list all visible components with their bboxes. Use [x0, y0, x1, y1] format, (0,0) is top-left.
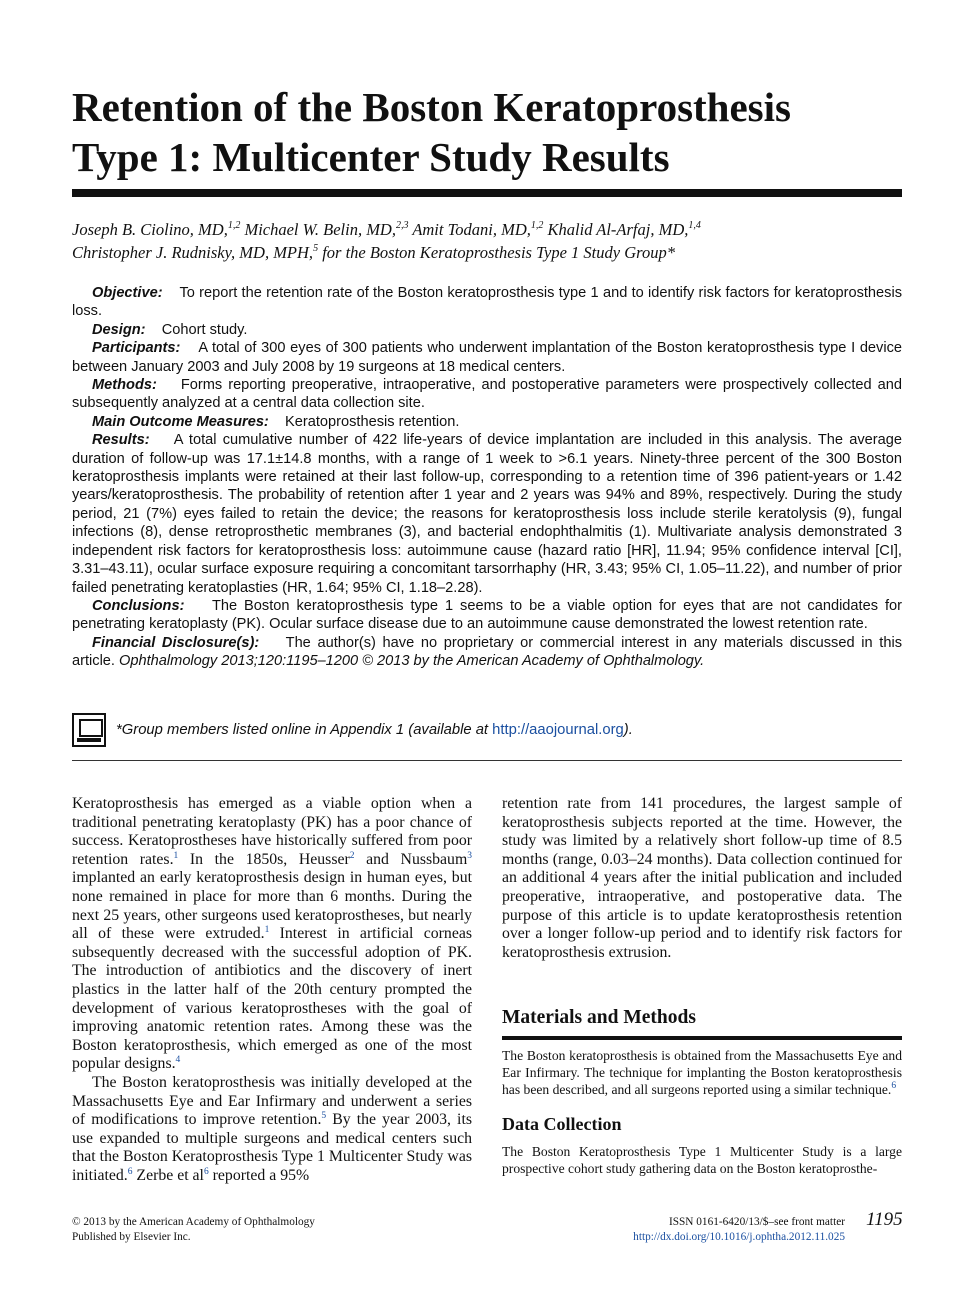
author-affiliation: 5 — [313, 243, 319, 254]
intro-paragraph-2: The Boston keratoprosthesis was initially developed at the Massachusetts Eye and Ear Infirmary and underwent a series of modifications to improve retention.$^5$ By the year 2003, its use expanded to multiple surgeons and medical centers such that the Boston Keratoprosthesis Type 1 Multicenter Study was initiated.$^6$ Zerbe et $al^6$ reported a 95% — [72, 1073, 472, 1184]
abstract-label: Results: — [92, 432, 150, 449]
abstract-label: Objective: — [92, 285, 163, 301]
author-affiliation: 2,3 — [395, 220, 409, 231]
abstract-label: Participants: — [92, 340, 181, 357]
reference-link[interactable]: 6 — [891, 1081, 897, 1092]
reference-link[interactable]: 5 — [321, 1111, 327, 1122]
reference-link[interactable]: 1 — [173, 850, 179, 861]
title-line-1: Retention of the Boston Keratoprosthesis — [72, 84, 791, 130]
section-heading-rule — [502, 1036, 902, 1040]
reference-link[interactable]: 3 — [467, 850, 472, 861]
author-name: Amit Todani, MD, — [412, 220, 531, 239]
abstract-outcome — [72, 413, 902, 431]
online-supplement-note — [72, 713, 902, 751]
abstract — [72, 284, 902, 671]
copyright-line: © 2013 by the American Academy of Ophthalmology — [72, 1216, 315, 1228]
abstract-label: Conclusions: — [92, 597, 185, 614]
abstract-text: Forms reporting preoperative, intraoperative, and postoperative parameters were prospectively collected and subsequently analyzed at a central data collection site. — [72, 377, 902, 412]
body-column-left — [72, 795, 472, 1185]
article-title — [72, 82, 912, 182]
issn-line: ISSN 0161-6420/13/$–see front matter — [668, 1216, 845, 1228]
abstract-objective — [72, 284, 902, 321]
abstract-text: The Boston keratoprosthesis type 1 seems to be a viable option for eyes that are not candidates for penetrating keratoplasty (PK). Ocular surface disease due to an autoimmune cause demonstrated the lowest retention rate. — [72, 597, 902, 633]
reference-link[interactable]: 4 — [175, 1055, 181, 1066]
abstract-text: A total cumulative number of 422 life-years of device implantation are included in this analysis. The average duration of follow-up was 17.1±14.8 months, with a range of 1 week to >6.1 years. Ninety-three percent of the 300 Boston keratoprosthesis implants were retained at their last follow-up, corresponding to a retention time of 396 patient-years or 1.42 years/keratoprosthesis. The probability of retention after 1 year and 2 years was 94% and 89%, respectively. During the study period, 21 (7%) eyes failed to retain the device; the reasons for keratoprosthesis loss include sterile keratolysis (9), fungal infections (8), dense retroprosthetic membranes (3), and bacterial endophthalmitis (1). Multivariate analysis demonstrated 3 independent risk factors for keratoprosthesis loss: autoimmune cause (hazard ratio [HR], 11.94; 95% confidence interval [CI], 3.31–43.11), ocular surface exposure requiring a concomitant tarsorrhaphy (HR, 3.43; 95% CI, 1.05–11.22), and number of prior failed penetrating keratoplasties (HR, 1.64; 95% CI, 1.18–2.28). — [72, 432, 902, 596]
subsection-heading-data-collection: Data Collection — [502, 1114, 622, 1135]
abstract-text: Keratoprosthesis retention. — [285, 413, 460, 430]
author-affiliation: 1,2 — [227, 220, 241, 231]
abstract-disclosure — [72, 634, 902, 671]
page-number: 1195 — [866, 1209, 903, 1230]
reference-link[interactable]: 2 — [349, 850, 355, 861]
abstract-label: Methods: — [92, 377, 157, 394]
abstract-text: Cohort study. — [161, 321, 248, 338]
abstract-text: A total of 300 eyes of 300 patients who underwent implantation of the Boston keratoprosthesis type I device between January 2003 and July 2008 by 19 surgeons at 18 medical centers. — [72, 340, 903, 375]
study-group: for the Boston Keratoprosthesis Type 1 Study Group* — [322, 243, 675, 262]
publisher-line: Published by Elsevier Inc. — [72, 1231, 191, 1243]
abstract-text: The author(s) have no proprietary or commercial interest in any materials discussed in this article. — [72, 634, 902, 670]
author-affiliation: 1,2 — [530, 220, 544, 231]
abstract-conclusions — [72, 597, 902, 634]
reference-link[interactable]: 6 — [203, 1166, 209, 1177]
reference-link[interactable]: 1 — [264, 925, 270, 936]
intro-paragraph-1: Keratoprosthesis has emerged as a viable option when a traditional penetrating keratoplasty (PK) has a poor chance of success. Keratoprostheses have historically suffered from poor retention rates.$^1$ In the 1850s, Heusser$^2$ and Nussbaum$^3$ implanted an early keratoprosthesis design in human eyes, but none remained in place for more than 6 months. During the next 25 years, other surgeons used keratoprostheses, but nearly all of these were extruded.$^1$ Interest in artificial corneas subsequently decreased with the successful adoption of PK. The introduction of antibiotics and the discovery of inert plastics in the latter half of the 20th century prompted the development of various keratoprostheses with the goal of improving anatomic retention rates. Among these was the Boston keratoprosthesis, which emerged as one of the most popular designs.$^4$ — [72, 795, 472, 1073]
abstract-label: Financial Disclosure(s): — [92, 634, 260, 651]
abstract-participants — [72, 339, 902, 376]
doi-link[interactable]: http://dx.doi.org/10.1016/j.ophtha.2012.11.025 — [633, 1231, 845, 1243]
supplement-text: *Group members listed online in Appendix 1 (available at — [116, 722, 489, 738]
intro-paragraph-3: retention rate from 141 procedures, the largest sample of keratoprosthesis subjects reported at the time. However, the study was limited by a relatively short follow-up time of 8.5 months (range, 0.03–24 months). Data collection continued for an additional 4 years after the initial publication and included preoperative, intraoperative, and postoperative data. The purpose of this article is to update keratoprosthesis retention over a longer follow-up period and to identify risk factors for keratoprosthesis extrusion. — [502, 795, 902, 961]
data-collection-paragraph: The Boston Keratoprosthesis Type 1 Multicenter Study is a large prospective cohort study gathering data on the Boston keratoprosthe- — [502, 1144, 902, 1177]
supplement-suffix: ). — [623, 722, 633, 738]
abstract-methods — [72, 376, 902, 413]
abstract-label: Design: — [92, 321, 146, 338]
title-line-2: Type 1: Multicenter Study Results — [72, 134, 670, 180]
author-name: Joseph B. Ciolino, MD, — [72, 220, 228, 239]
abstract-label: Main Outcome Measures: — [92, 413, 269, 430]
materials-methods-paragraph: The Boston keratoprosthesis is obtained from the Massachusetts Eye and Ear Infirmary. The technique for implanting the Boston keratoprosthesis has been described, and all surgeons reported using a similar technique.$^6$ — [502, 1048, 902, 1098]
section-heading-materials-methods: Materials and Methods — [502, 1007, 696, 1029]
title-rule — [72, 189, 902, 197]
reference-link[interactable]: 6 — [127, 1166, 133, 1177]
abstract-results — [72, 431, 902, 597]
author-name: Michael W. Belin, MD, — [244, 220, 396, 239]
author-name: Christopher J. Rudnisky, MD, MPH, — [72, 243, 314, 262]
author-name: Khalid Al-Arfaj, MD, — [547, 220, 689, 239]
journal-citation: Ophthalmology 2013;120:1195–1200 © 2013 by the American Academy of Ophthalmology. — [119, 653, 705, 670]
author-affiliation: 1,4 — [688, 220, 701, 231]
section-divider — [72, 760, 902, 761]
aaojournal-link[interactable]: http://aaojournal.org — [492, 722, 624, 738]
author-list — [72, 218, 907, 264]
body-column-right — [502, 795, 902, 1177]
abstract-text: To report the retention rate of the Boston keratoprosthesis type 1 and to identify risk factors for keratoprosthesis loss. — [72, 285, 902, 320]
computer-icon — [72, 713, 106, 747]
footer-identifiers — [633, 1215, 845, 1245]
abstract-design — [72, 321, 902, 339]
footer-copyright — [72, 1215, 315, 1245]
